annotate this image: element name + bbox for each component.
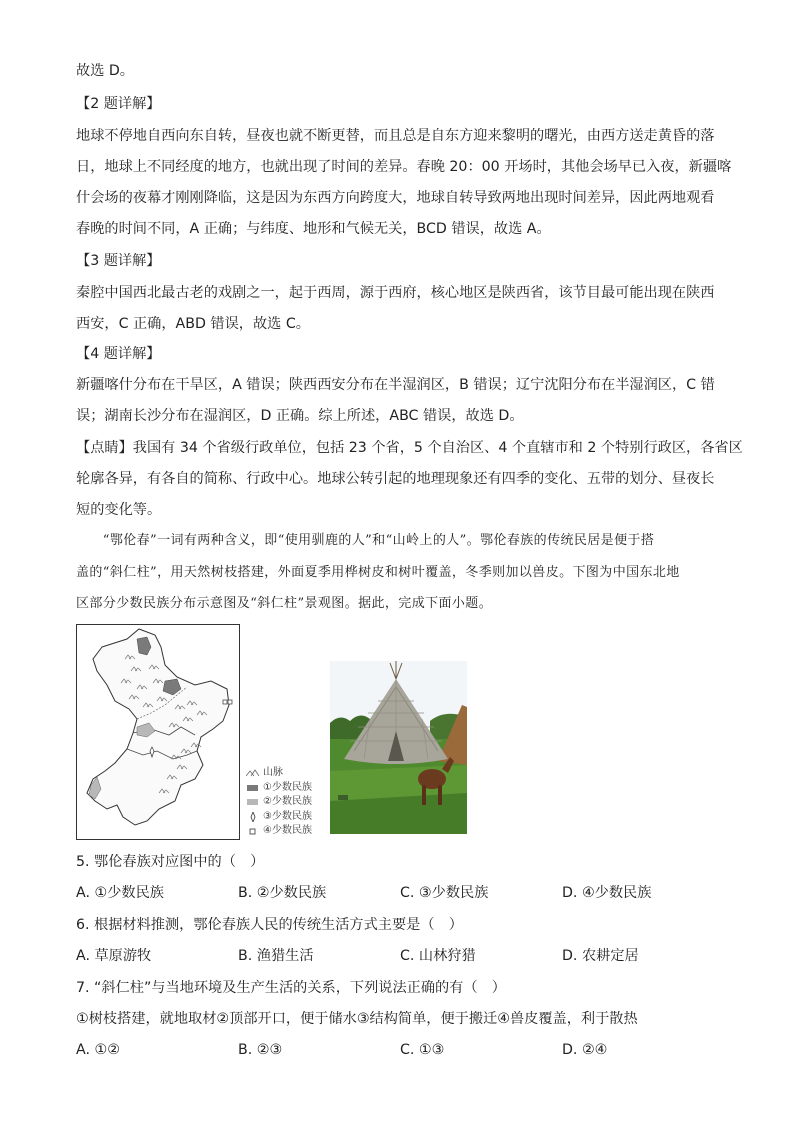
q7-option-d[interactable]: D. ②④: [562, 1042, 608, 1058]
question-7-stem: 7. “斜仁柱”与当地环境及生产生活的关系，下列说法正确的有（ ）: [76, 980, 506, 996]
q5-option-d[interactable]: D. ④少数民族: [562, 885, 652, 901]
question-7-statements: ①树枝搭建，就地取材②顶部开口，便于储水③结构简单，便于搬迁④兽皮覆盖，利于散热: [76, 1011, 638, 1027]
legend-label: 山脉: [263, 767, 283, 778]
material-line: 区部分少数民族分布示意图及“斜仁柱”景观图。据此，完成下面小题。: [76, 596, 493, 611]
question-6-stem: 6. 根据材料推测，鄂伦春族人民的传统生活方式主要是（ ）: [76, 917, 463, 933]
paragraph-line: 日，地球上不同经度的地方，也就出现了时间的差异。春晚 20：00 开场时，其他会场早已入夜，新疆喀: [76, 159, 732, 175]
dark-swatch-icon: [246, 782, 260, 794]
northeast-china-map-graphic: [77, 625, 238, 838]
section-heading-q4: 【4 题详解】: [76, 346, 161, 362]
tip-paragraph-line: 【点睛】我国有 34 个省级行政单位，包括 23 个省，5 个自治区、4 个直辖市和 2 个特别行政区，各省区: [76, 440, 743, 456]
q6-option-c[interactable]: C. 山林狩猎: [400, 948, 476, 964]
paragraph-line: 春晚的时间不同，A 正确；与纬度、地形和气候无关，BCD 错误，故选 A。: [76, 221, 551, 237]
ethnic-marker-4: [223, 700, 227, 704]
paragraph-line: 西安，C 正确，ABD 错误，故选 C。: [76, 316, 310, 332]
paragraph-line: 秦腔中国西北最古老的戏剧之一，起于西周，源于西府，核心地区是陕西省，该节目最可能出现在陕西: [76, 285, 715, 301]
light-swatch-icon: [246, 796, 260, 808]
q5-option-a[interactable]: A. ①少数民族: [76, 885, 164, 901]
q7-option-b[interactable]: B. ②③: [238, 1042, 283, 1058]
q6-option-d[interactable]: D. 农耕定居: [562, 948, 639, 964]
paragraph-line: 什会场的夜幕才刚刚降临，这是因为东西方向跨度大，地球自转导致两地出现时间差异，因此两地观看: [76, 190, 715, 206]
tip-paragraph-line: 短的变化等。: [76, 502, 162, 518]
paragraph-line: 地球不停地自西向东自转，昼夜也就不断更替，而且总是自东方迎来黎明的曙光，由西方送走黄昏的落: [76, 128, 715, 144]
legend-label: ③少数民族: [263, 810, 312, 822]
map-legend: [246, 766, 312, 839]
q6-option-b[interactable]: B. 渔猎生活: [238, 948, 314, 964]
q5-option-c[interactable]: C. ③少数民族: [400, 885, 489, 901]
diamond-icon: [246, 811, 260, 823]
answer-line: 故选 D。: [76, 63, 134, 79]
section-heading-q3: 【3 题详解】: [76, 253, 161, 269]
legend-label: ①少数民族: [263, 781, 312, 793]
q7-option-c[interactable]: C. ①③: [400, 1042, 445, 1058]
tip-paragraph-line: 轮廓各异，有各自的简称、行政中心。地球公转引起的地理现象还有四季的变化、五带的划分、昼夜长: [76, 471, 715, 487]
paragraph-line: 新疆喀什分布在干旱区，A 错误；陕西西安分布在半湿润区，B 错误；辽宁沈阳分布在半湿润区，C 错: [76, 377, 715, 393]
section-heading-q2: 【2 题详解】: [76, 96, 161, 112]
q7-option-a[interactable]: A. ①②: [76, 1042, 120, 1058]
square-icon: [246, 826, 260, 838]
material-line: “鄂伦春”一词有两种含义，即“使用驯鹿的人”和“山岭上的人”。鄂伦春族的传统民居是便于搭: [76, 533, 655, 548]
xierenzhu-photo: [330, 661, 467, 834]
legend-label: ④少数民族: [263, 825, 312, 837]
paragraph-line: 误；湖南长沙分布在湿润区，D 正确。综上所述，ABC 错误，故选 D。: [76, 408, 524, 424]
question-5-stem: 5. 鄂伦春族对应图中的（ ）: [76, 854, 265, 870]
q5-option-b[interactable]: B. ②少数民族: [238, 885, 327, 901]
mountain-icon: [246, 767, 260, 779]
material-line: 盖的“斜仁柱”，用天然树枝搭建，外面夏季用桦树皮和树叶覆盖，冬季则加以兽皮。下图为中国东北地: [76, 565, 680, 580]
legend-item-ethnic-4: [246, 824, 312, 839]
legend-item-ethnic-2: [246, 795, 312, 810]
legend-label: ②少数民族: [263, 796, 312, 808]
ethnic-distribution-map: [76, 624, 240, 840]
legend-item-mountain: [246, 766, 312, 781]
q6-option-a[interactable]: A. 草原游牧: [76, 948, 152, 964]
legend-item-ethnic-1: [246, 781, 312, 796]
ethnic-marker-4b: [228, 700, 232, 704]
legend-item-ethnic-3: [246, 810, 312, 825]
